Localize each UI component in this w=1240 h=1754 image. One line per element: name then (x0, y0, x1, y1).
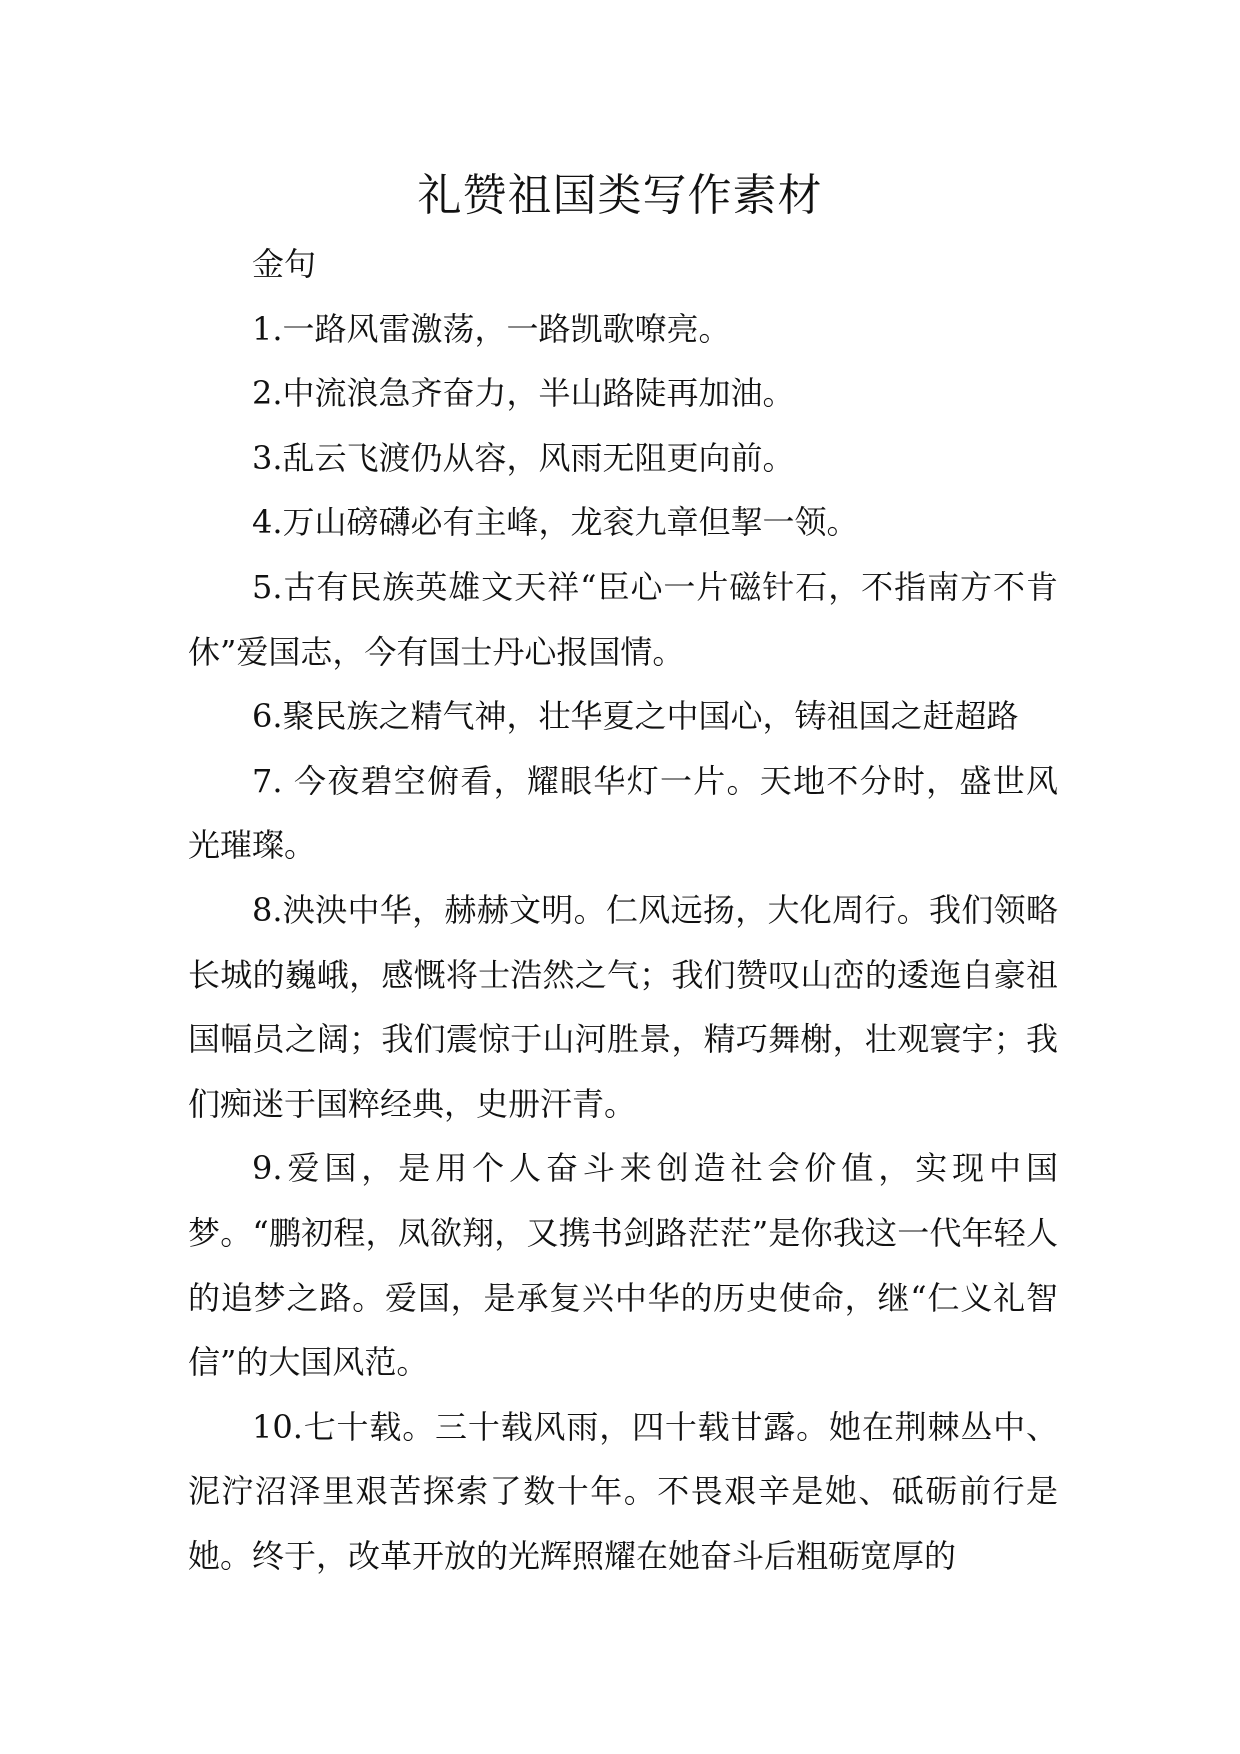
quote-item-10: 10.七十载。三十载风雨，四十载甘露。她在荆棘丛中、泥泞沼泽里艰苦探索了数十年。不畏艰辛是她、砥砺前行是她。终于，改革开放的光辉照耀在她奋斗后粗砺宽厚的 (188, 1407, 1058, 1575)
quote-item-6: 6.聚民族之精气神，壮华夏之中国心，铸祖国之赶超路 (252, 697, 1019, 736)
quote-item-1: 1.一路风雷激荡，一路凯歌嘹亮。 (252, 309, 731, 348)
quote-item-8: 8.泱泱中华，赫赫文明。仁风远扬，大化周行。我们领略长城的巍峨，感慨将士浩然之气；我们赞叹山峦的逶迤自豪祖国幅员之阔；我们震惊于山河胜景，精巧舞榭，壮观寰宇；我们痴迷于国粹经典，史册汗青。 (188, 890, 1058, 1123)
quote-item-2: 2.中流浪急齐奋力，半山路陡再加油。 (252, 374, 795, 413)
page-title: 礼赞祖国类写作素材 (417, 170, 823, 221)
quote-item-3: 3.乱云飞渡仍从容，风雨无阻更向前。 (252, 438, 795, 477)
section-heading: 金句 (252, 245, 317, 283)
quote-item-5: 5.古有民族英雄文天祥“臣心一片磁针石，不指南方不肯休”爱国志，今有国士丹心报国情。 (188, 567, 1058, 671)
quote-item-9: 9.爱国，是用个人奋斗来创造社会价值，实现中国梦。“鹏初程，凤欲翔，又携书剑路茫茫”是你我这一代年轻人的追梦之路。爱国，是承复兴中华的历史使命，继“仁义礼智信”的大国风范。 (188, 1149, 1058, 1382)
quote-item-7: 7. 今夜碧空俯看，耀眼华灯一片。天地不分时，盛世风光璀璨。 (188, 761, 1058, 865)
document-body (188, 232, 1058, 1588)
quote-item-4: 4.万山磅礴必有主峰，龙衮九章但挈一领。 (252, 503, 859, 542)
